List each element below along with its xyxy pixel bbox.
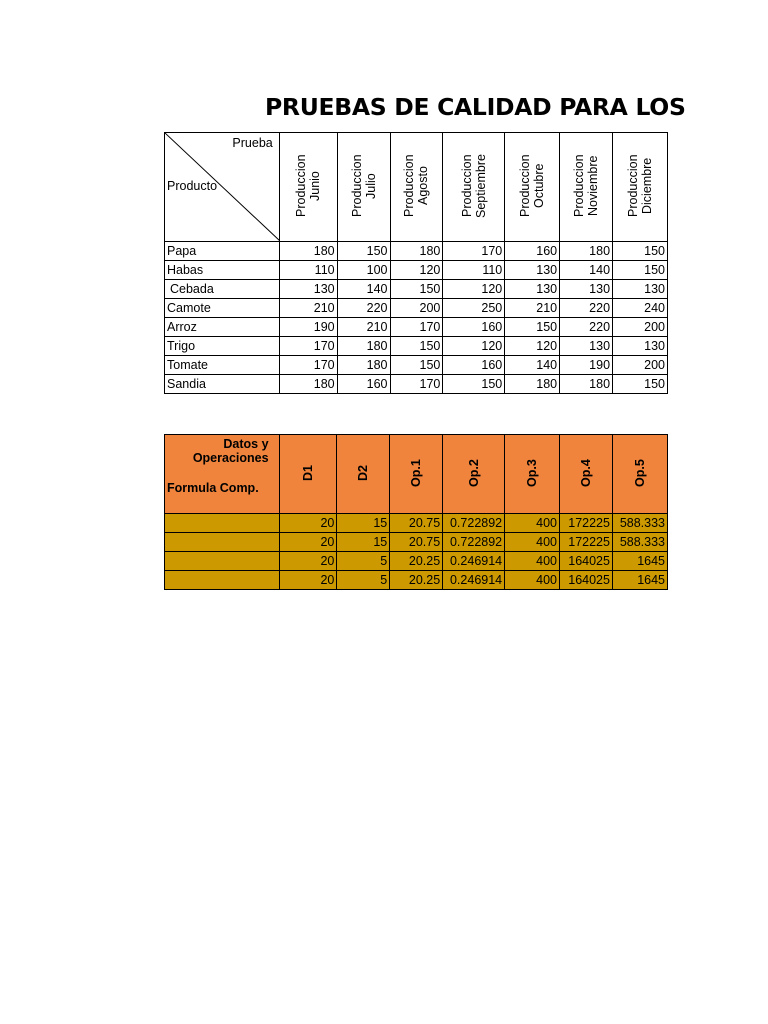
column-header-cell[interactable] <box>279 435 337 514</box>
value-cell[interactable]: 400 <box>505 571 560 590</box>
column-header-label: Op.4 <box>578 458 593 487</box>
value-cell[interactable]: 0.722892 <box>443 533 505 552</box>
month-header-cell[interactable] <box>443 133 505 242</box>
value-cell[interactable]: 150 <box>613 261 668 280</box>
table-row <box>165 261 668 280</box>
value-cell[interactable]: 15 <box>337 514 390 533</box>
product-name-cell[interactable]: Trigo <box>165 337 280 356</box>
value-cell[interactable]: 172225 <box>560 533 613 552</box>
value-cell[interactable]: 0.246914 <box>443 571 505 590</box>
month-header-cell[interactable] <box>560 133 613 242</box>
value-cell[interactable]: 110 <box>279 261 337 280</box>
value-cell[interactable]: 130 <box>505 261 560 280</box>
value-cell[interactable]: 170 <box>443 242 505 261</box>
month-header-cell[interactable] <box>613 133 668 242</box>
table-row <box>165 514 668 533</box>
value-cell[interactable]: 200 <box>613 318 668 337</box>
value-cell[interactable]: 170 <box>390 375 443 394</box>
value-cell[interactable]: 180 <box>279 375 337 394</box>
value-cell[interactable]: 20 <box>279 514 337 533</box>
column-header-cell[interactable] <box>560 435 613 514</box>
month-header-label: Produccion Agosto <box>402 154 431 217</box>
value-cell[interactable]: 180 <box>560 242 613 261</box>
month-header-label: Produccion Diciembre <box>626 154 655 217</box>
value-cell[interactable]: 15 <box>337 533 390 552</box>
value-cell[interactable]: 120 <box>443 280 505 299</box>
value-cell[interactable]: 180 <box>560 375 613 394</box>
product-name-cell[interactable]: Cebada <box>165 280 280 299</box>
table-row <box>165 533 668 552</box>
table-row <box>165 375 668 394</box>
value-cell[interactable]: 150 <box>337 242 390 261</box>
value-cell[interactable]: 180 <box>505 375 560 394</box>
value-cell[interactable]: 200 <box>390 299 443 318</box>
column-header-label: Op.2 <box>466 458 481 487</box>
value-cell[interactable]: 1645 <box>612 552 667 571</box>
product-name-cell[interactable]: Tomate <box>165 356 280 375</box>
formula-cell[interactable] <box>165 533 280 552</box>
product-name-cell[interactable]: Camote <box>165 299 280 318</box>
value-cell[interactable]: 120 <box>390 261 443 280</box>
value-cell[interactable]: 190 <box>279 318 337 337</box>
value-cell[interactable]: 100 <box>337 261 390 280</box>
value-cell[interactable]: 170 <box>279 356 337 375</box>
value-cell[interactable]: 5 <box>337 552 390 571</box>
corner-header-cell[interactable] <box>165 133 280 242</box>
corner-label-prueba: Prueba <box>232 136 273 150</box>
operations-table <box>164 434 668 590</box>
table-row <box>165 337 668 356</box>
value-cell[interactable]: 220 <box>560 299 613 318</box>
value-cell[interactable]: 180 <box>337 337 390 356</box>
value-cell[interactable]: 172225 <box>560 514 613 533</box>
column-header-cell[interactable] <box>505 435 560 514</box>
header-datos-label: Datos y <box>223 437 269 451</box>
value-cell[interactable]: 140 <box>560 261 613 280</box>
value-cell[interactable]: 210 <box>505 299 560 318</box>
value-cell[interactable]: 20.75 <box>390 533 443 552</box>
value-cell[interactable]: 400 <box>505 533 560 552</box>
column-header-cell[interactable] <box>443 435 505 514</box>
column-header-label: D2 <box>356 464 371 481</box>
value-cell[interactable]: 150 <box>390 280 443 299</box>
value-cell[interactable]: 200 <box>613 356 668 375</box>
production-table <box>164 132 668 394</box>
formula-cell[interactable] <box>165 571 280 590</box>
value-cell[interactable]: 170 <box>390 318 443 337</box>
formula-cell[interactable] <box>165 552 280 571</box>
month-header-label: Produccion Junio <box>294 154 323 217</box>
value-cell[interactable]: 160 <box>443 356 505 375</box>
value-cell[interactable]: 0.246914 <box>443 552 505 571</box>
product-name-cell[interactable]: Arroz <box>165 318 280 337</box>
table-row <box>165 318 668 337</box>
month-header-cell[interactable] <box>337 133 390 242</box>
month-header-cell[interactable] <box>390 133 443 242</box>
operations-table-region <box>164 434 668 593</box>
value-cell[interactable]: 0.722892 <box>443 514 505 533</box>
value-cell[interactable]: 20 <box>279 552 337 571</box>
value-cell[interactable]: 170 <box>279 337 337 356</box>
value-cell[interactable]: 120 <box>443 337 505 356</box>
value-cell[interactable]: 150 <box>443 375 505 394</box>
page-title: PRUEBAS DE CALIDAD PARA LOS <box>265 93 686 121</box>
value-cell[interactable]: 210 <box>279 299 337 318</box>
table-row <box>165 571 668 590</box>
value-cell[interactable]: 160 <box>337 375 390 394</box>
table-row <box>165 280 668 299</box>
month-header-cell[interactable] <box>279 133 337 242</box>
month-header-label: Produccion Noviembre <box>572 154 601 217</box>
value-cell[interactable]: 130 <box>613 337 668 356</box>
value-cell[interactable]: 130 <box>560 280 613 299</box>
value-cell[interactable]: 140 <box>505 356 560 375</box>
table-row <box>165 242 668 261</box>
table-row <box>165 552 668 571</box>
value-cell[interactable]: 130 <box>505 280 560 299</box>
value-cell[interactable]: 5 <box>337 571 390 590</box>
column-header-label: Op.3 <box>525 458 540 487</box>
formula-cell[interactable] <box>165 514 280 533</box>
month-header-label: Produccion Julio <box>349 154 378 217</box>
value-cell[interactable]: 400 <box>505 552 560 571</box>
column-header-label: D1 <box>300 464 315 481</box>
operations-header-row <box>165 435 668 514</box>
value-cell[interactable]: 220 <box>560 318 613 337</box>
value-cell[interactable]: 150 <box>613 242 668 261</box>
value-cell[interactable]: 190 <box>560 356 613 375</box>
column-header-cell[interactable] <box>390 435 443 514</box>
value-cell[interactable]: 20 <box>279 533 337 552</box>
table-row <box>165 299 668 318</box>
header-formula-label: Formula Comp. <box>167 481 259 495</box>
value-cell[interactable]: 110 <box>443 261 505 280</box>
month-header-label: Produccion Septiembre <box>459 153 488 218</box>
product-name-cell[interactable]: Papa <box>165 242 280 261</box>
production-table-region <box>164 132 668 398</box>
value-cell[interactable]: 220 <box>337 299 390 318</box>
table-row <box>165 356 668 375</box>
value-cell[interactable]: 180 <box>337 356 390 375</box>
value-cell[interactable]: 1645 <box>612 571 667 590</box>
month-header-label: Produccion Octubre <box>518 154 547 217</box>
value-cell[interactable]: 150 <box>390 356 443 375</box>
value-cell[interactable]: 400 <box>505 514 560 533</box>
value-cell[interactable]: 180 <box>279 242 337 261</box>
value-cell[interactable]: 130 <box>613 280 668 299</box>
header-operaciones-label: Operaciones <box>192 451 269 465</box>
value-cell[interactable]: 130 <box>279 280 337 299</box>
value-cell[interactable]: 140 <box>337 280 390 299</box>
month-header-cell[interactable] <box>505 133 560 242</box>
value-cell[interactable]: 20 <box>279 571 337 590</box>
production-body <box>165 242 668 394</box>
value-cell[interactable]: 120 <box>505 337 560 356</box>
value-cell[interactable]: 250 <box>443 299 505 318</box>
value-cell[interactable]: 210 <box>337 318 390 337</box>
value-cell[interactable]: 164025 <box>560 552 613 571</box>
value-cell[interactable]: 20.25 <box>390 571 443 590</box>
value-cell[interactable]: 130 <box>560 337 613 356</box>
value-cell[interactable]: 240 <box>613 299 668 318</box>
value-cell[interactable]: 150 <box>613 375 668 394</box>
column-header-cell[interactable] <box>337 435 390 514</box>
value-cell[interactable]: 20.75 <box>390 514 443 533</box>
product-name-cell[interactable]: Sandia <box>165 375 280 394</box>
product-name-cell[interactable]: Habas <box>165 261 280 280</box>
value-cell[interactable]: 164025 <box>560 571 613 590</box>
column-header-label: Op.5 <box>632 458 647 487</box>
corner-label-producto: Producto <box>167 179 218 193</box>
value-cell[interactable]: 180 <box>390 242 443 261</box>
value-cell[interactable]: 588.333 <box>612 533 667 552</box>
value-cell[interactable]: 160 <box>505 242 560 261</box>
value-cell[interactable]: 150 <box>390 337 443 356</box>
column-header-label: Op.1 <box>409 458 424 487</box>
operations-header-cell[interactable] <box>165 435 280 514</box>
value-cell[interactable]: 20.25 <box>390 552 443 571</box>
column-header-cell[interactable] <box>612 435 667 514</box>
value-cell[interactable]: 150 <box>505 318 560 337</box>
value-cell[interactable]: 160 <box>443 318 505 337</box>
value-cell[interactable]: 588.333 <box>612 514 667 533</box>
production-header-row <box>165 133 668 242</box>
